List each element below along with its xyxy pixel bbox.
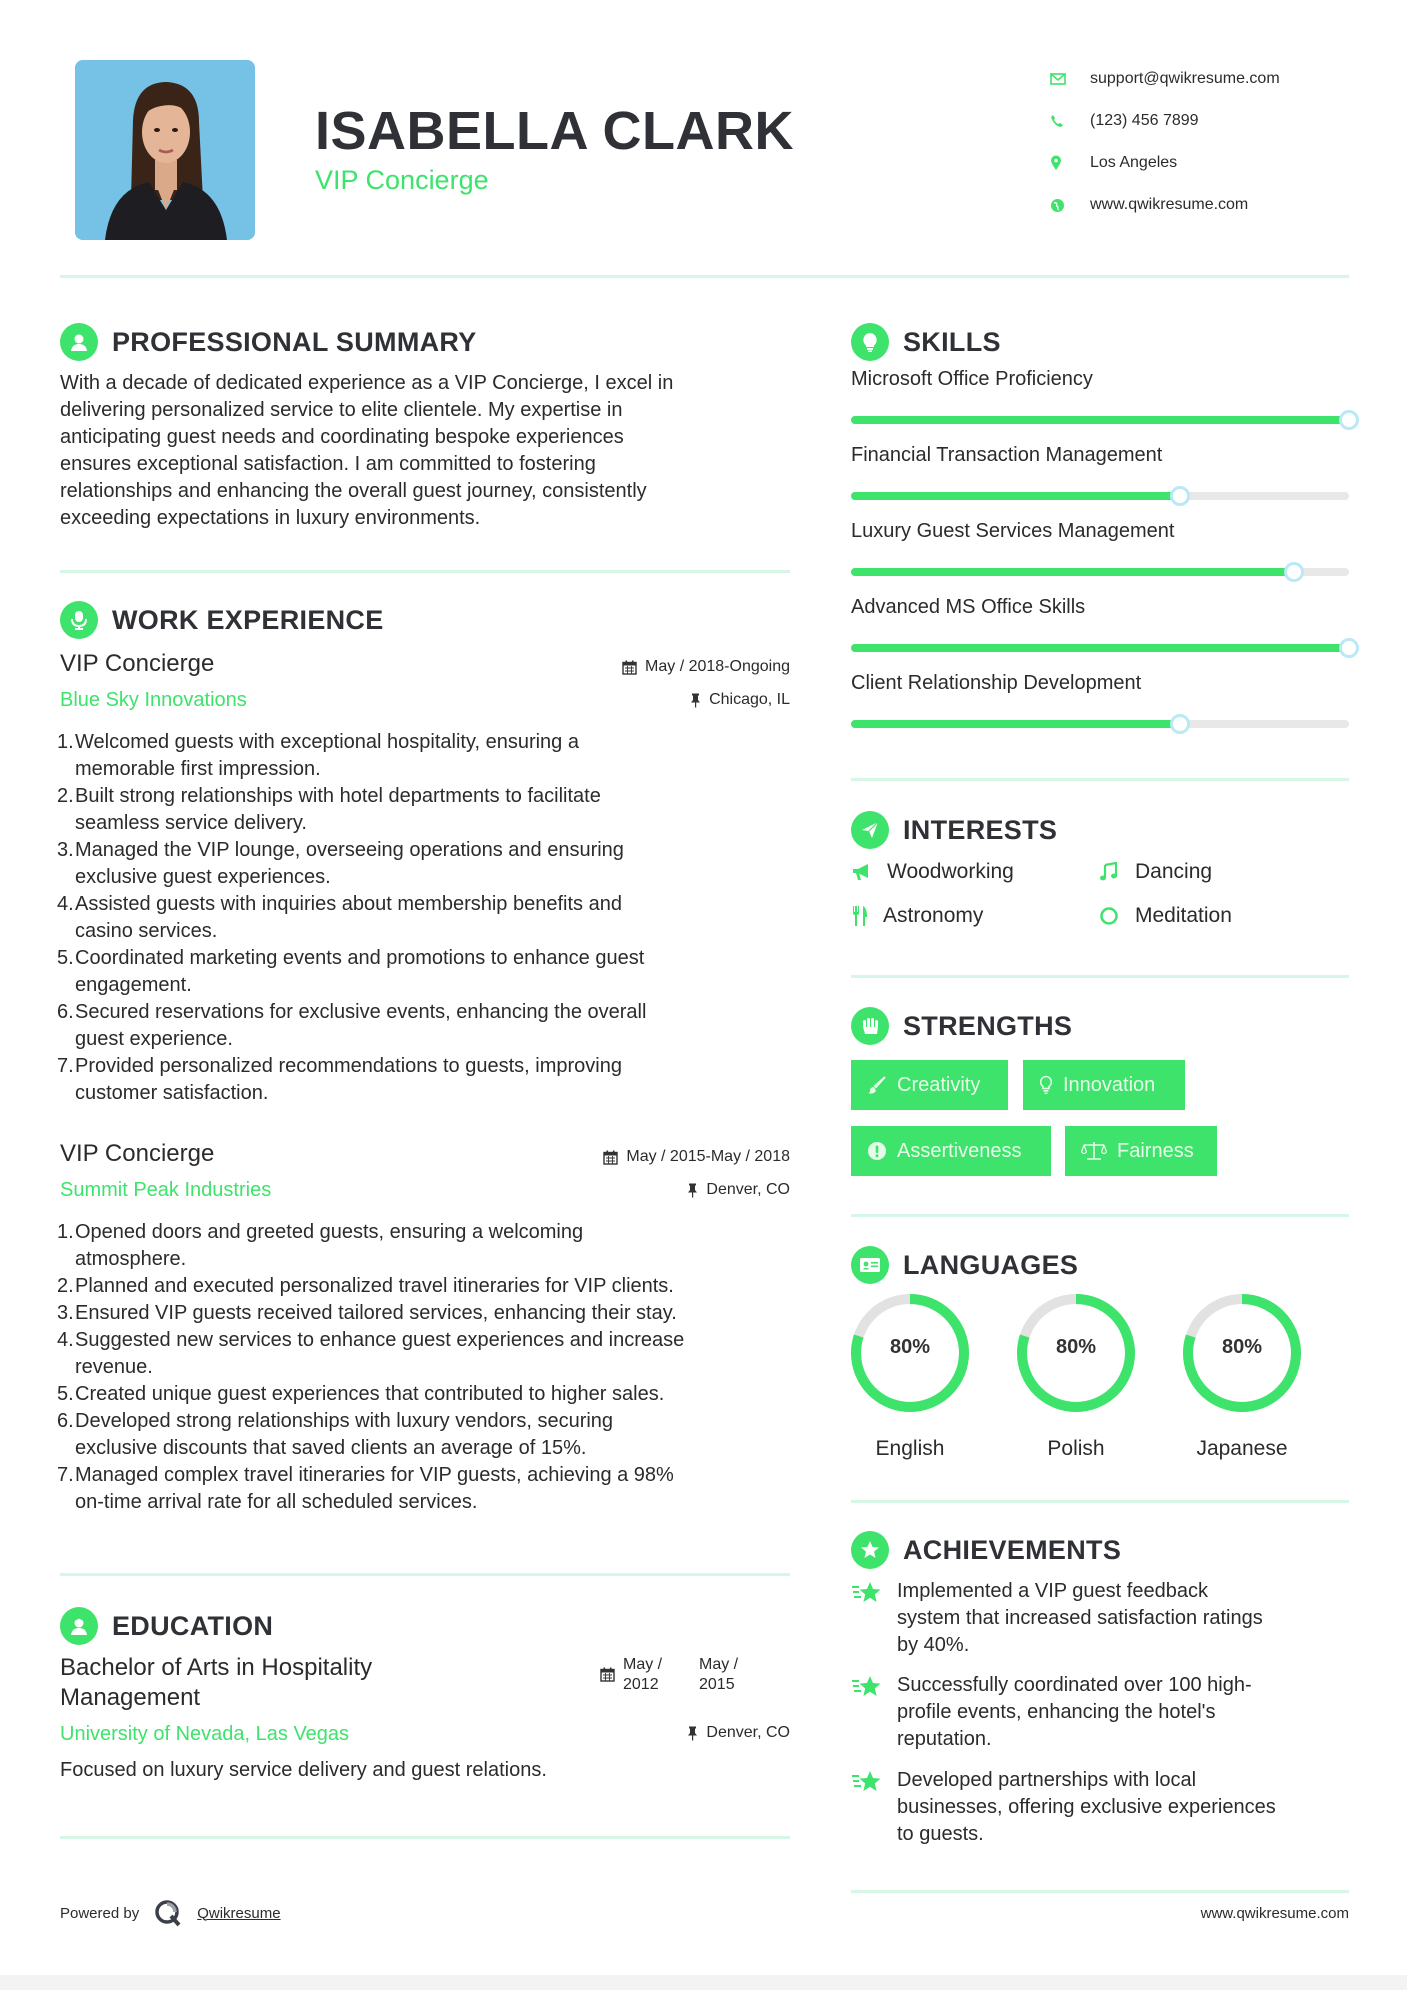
job-location: [690, 691, 790, 709]
list-item: 4. Assisted guests with inquiries about membership benefits and casino services.: [57, 893, 622, 942]
education-location-text: Denver, CO: [706, 1724, 790, 1741]
skill-bar: [851, 644, 1349, 652]
strength-label: Fairness: [1117, 1139, 1194, 1162]
education-divider: [60, 1836, 790, 1839]
education-start: May / 2012: [623, 1656, 663, 1693]
list-item: 6. Developed strong relationships with luxury vendors, securing exclusive discounts that saved clients an average of 15%.: [57, 1410, 614, 1459]
summary-line: exceeding expectations in luxury environments.: [60, 507, 481, 529]
job-title: VIP Concierge: [60, 650, 215, 677]
language-percent: 80%: [1221, 1336, 1263, 1358]
summary-line: ensures exceptional satisfaction. I am committed to fostering: [60, 453, 596, 475]
language-name: Polish: [1047, 1437, 1105, 1460]
pushpin-icon: [690, 693, 701, 708]
job-bullets: [57, 729, 797, 1107]
job-company: Blue Sky Innovations: [60, 689, 247, 711]
job-company: Summit Peak Industries: [60, 1179, 272, 1201]
achievement-item: [851, 1578, 1351, 1659]
skills-heading: [851, 322, 1001, 362]
school-name: University of Nevada, Las Vegas: [60, 1723, 350, 1745]
graduate-icon: [60, 1607, 98, 1645]
interest-item: [1099, 904, 1232, 928]
circle-icon: [1099, 906, 1135, 926]
education-dates: [600, 1655, 747, 1695]
bullhorn-icon: [851, 863, 887, 881]
language-item: [845, 1291, 975, 1461]
pushpin-icon: [687, 1726, 698, 1741]
list-item: 7. Provided personalized recommendations to guests, improving customer satisfaction.: [57, 1055, 622, 1104]
interest-label: Woodworking: [887, 860, 1014, 883]
skill-bar: [851, 568, 1349, 576]
summary-line: delivering personalized service to elite clientele. My expertise in: [60, 399, 623, 421]
language-percent: 80%: [1055, 1336, 1097, 1358]
summary-line: anticipating guest needs and coordinating bespoke experiences: [60, 426, 624, 448]
skill-level-handle: [1284, 562, 1304, 582]
language-name: Japanese: [1196, 1437, 1288, 1460]
envelope-icon: [1050, 73, 1090, 85]
education-heading: [60, 1606, 273, 1646]
exclamation-icon: [867, 1141, 887, 1161]
job-dates: [603, 1148, 790, 1166]
strengths-divider: [851, 1214, 1349, 1217]
contact-block: [1050, 58, 1350, 226]
strengths-heading: [851, 1006, 1072, 1046]
job-location-text: Chicago, IL: [709, 691, 790, 708]
skill-label: Advanced MS Office Skills: [851, 596, 1086, 618]
powered-by-label: Powered by: [60, 1904, 140, 1922]
skill-bar: [851, 416, 1349, 424]
map-pin-icon: [1050, 155, 1090, 171]
list-item: 2. Built strong relationships with hotel departments to facilitate seamless service delivery.: [57, 785, 601, 834]
header-divider: [60, 275, 1349, 278]
calendar-icon: [603, 1150, 618, 1165]
email-text: support@qwikresume.com: [1090, 70, 1280, 87]
summary-title: PROFESSIONAL SUMMARY: [112, 326, 477, 357]
experience-divider: [60, 1573, 790, 1576]
achievements-divider: [851, 1890, 1349, 1893]
achievement-line: businesses, offering exclusive experiences: [897, 1796, 1276, 1818]
star-icon: [851, 1767, 897, 1848]
calendar-icon: [600, 1655, 615, 1695]
languages-heading: [851, 1245, 1078, 1285]
interest-item: [1099, 860, 1212, 884]
education-description: Focused on luxury service delivery and guest relations.: [60, 1759, 547, 1781]
skill-level-handle: [1339, 410, 1359, 430]
skill-level-handle: [1170, 714, 1190, 734]
achievement-line: profile events, enhancing the hotel's: [897, 1701, 1216, 1723]
list-item: 7. Managed complex travel itineraries for VIP guests, achieving a 98% on-time arrival rate for all scheduled services.: [57, 1464, 674, 1513]
skill-bar-fill: [851, 492, 1180, 500]
list-item: 5. Coordinated marketing events and promotions to enhance guest engagement.: [57, 947, 645, 996]
phone-icon: [1050, 114, 1090, 128]
skill-level-handle: [1339, 638, 1359, 658]
phone-text: (123) 456 7899: [1090, 112, 1199, 129]
interests-divider: [851, 975, 1349, 978]
language-item: [1177, 1291, 1307, 1461]
website-text: www.qwikresume.com: [1090, 196, 1249, 213]
skill-bar: [851, 492, 1349, 500]
achievement-item: [851, 1767, 1351, 1848]
user-icon: [60, 323, 98, 361]
summary-divider: [60, 570, 790, 573]
achievement-line: to guests.: [897, 1823, 984, 1845]
cutlery-icon: [851, 905, 883, 927]
brand-link[interactable]: Qwikresume: [197, 1904, 281, 1922]
skill-label: Luxury Guest Services Management: [851, 520, 1175, 542]
summary-line: relationships and enhancing the overall guest journey, consistently: [60, 480, 647, 502]
interest-label: Meditation: [1135, 904, 1232, 927]
job-location: [687, 1181, 790, 1199]
summary-heading: [60, 322, 477, 362]
footer-website[interactable]: www.qwikresume.com: [1200, 1905, 1349, 1922]
contact-email[interactable]: [1050, 58, 1350, 100]
microphone-icon: [60, 601, 98, 639]
language-item: [1011, 1291, 1141, 1461]
experience-title: WORK EXPERIENCE: [112, 604, 384, 635]
music-icon: [1099, 862, 1135, 882]
skill-label: Microsoft Office Proficiency: [851, 368, 1093, 390]
achievement-line: by 40%.: [897, 1634, 970, 1656]
strength-label: Innovation: [1063, 1073, 1156, 1096]
interest-label: Dancing: [1135, 860, 1213, 883]
footer-branding: [60, 1898, 281, 1928]
achievement-line: Developed partnerships with local: [897, 1769, 1197, 1791]
brush-icon: [867, 1075, 887, 1095]
experience-heading: [60, 600, 384, 640]
interest-item: [851, 860, 1014, 884]
qwikresume-logo-icon: [153, 1898, 183, 1928]
summary-text: [60, 370, 800, 532]
lightbulb-icon: [851, 323, 889, 361]
skill-bar: [851, 720, 1349, 728]
achievement-line: Implemented a VIP guest feedback: [897, 1580, 1208, 1602]
education-end: May / 2015: [699, 1656, 739, 1693]
calendar-icon: [622, 660, 637, 675]
lightbulb-icon: [1039, 1075, 1053, 1095]
achievement-line: system that increased satisfaction ratings: [897, 1607, 1263, 1629]
skill-label: Client Relationship Development: [851, 672, 1142, 694]
globe-icon: [1050, 198, 1090, 213]
candidate-role: VIP Concierge: [315, 165, 489, 195]
star-icon: [851, 1578, 897, 1659]
language-percent: 80%: [889, 1336, 931, 1358]
skill-bar-fill: [851, 644, 1349, 652]
scale-icon: [1081, 1141, 1107, 1161]
star-icon: [851, 1672, 897, 1753]
education-title: EDUCATION: [112, 1610, 274, 1641]
job-dates-text: May / 2018-Ongoing: [645, 658, 790, 675]
job-title: VIP Concierge: [60, 1140, 215, 1167]
location-text: Los Angeles: [1090, 154, 1178, 171]
candidate-name: ISABELLA CLARK: [315, 101, 794, 161]
strength-tag: [1065, 1126, 1217, 1176]
languages-title: LANGUAGES: [903, 1249, 1079, 1280]
skill-bar-fill: [851, 720, 1180, 728]
list-item: 3. Managed the VIP lounge, overseeing operations and ensuring exclusive guest experiences.: [57, 839, 624, 888]
contact-website[interactable]: [1050, 184, 1350, 226]
profile-photo: [75, 60, 255, 240]
strengths-title: STRENGTHS: [903, 1010, 1073, 1041]
list-item: 6. Secured reservations for exclusive events, enhancing the overall guest experience.: [57, 1001, 647, 1050]
degree-title: Bachelor of Arts in Hospitality Management: [60, 1654, 373, 1711]
interests-heading: [851, 810, 1057, 850]
strength-label: Creativity: [897, 1073, 981, 1096]
list-item: 2. Planned and executed personalized travel itineraries for VIP clients.: [57, 1275, 674, 1297]
job-dates: [622, 658, 790, 676]
strength-tag: [851, 1060, 1008, 1110]
contact-phone[interactable]: [1050, 100, 1350, 142]
id-card-icon: [851, 1246, 889, 1284]
languages-divider: [851, 1500, 1349, 1503]
list-item: 1. Welcomed guests with exceptional hospitality, ensuring a memorable first impression.: [57, 731, 579, 780]
skill-label: Financial Transaction Management: [851, 444, 1163, 466]
achievement-item: [851, 1672, 1351, 1753]
interest-label: Astronomy: [883, 904, 984, 927]
interests-title: INTERESTS: [903, 814, 1058, 845]
strength-tag: [1023, 1060, 1185, 1110]
achievements-heading: [851, 1530, 1121, 1570]
list-item: 4. Suggested new services to enhance guest experiences and increase revenue.: [57, 1329, 685, 1378]
skill-bar-fill: [851, 416, 1349, 424]
list-item: 3. Ensured VIP guests received tailored services, enhancing their stay.: [57, 1302, 677, 1324]
strength-tag: [851, 1126, 1051, 1176]
achievement-line: reputation.: [897, 1728, 992, 1750]
skills-title: SKILLS: [903, 326, 1001, 357]
list-item: 1. Opened doors and greeted guests, ensuring a welcoming atmosphere.: [57, 1221, 584, 1270]
list-item: 5. Created unique guest experiences that contributed to higher sales.: [57, 1383, 665, 1405]
star-badge-icon: [851, 1531, 889, 1569]
job-location-text: Denver, CO: [706, 1181, 790, 1198]
job-bullets: [57, 1219, 797, 1516]
achievement-line: Successfully coordinated over 100 high-: [897, 1674, 1252, 1696]
interest-item: [851, 904, 983, 928]
paper-plane-icon: [851, 811, 889, 849]
contact-location: [1050, 142, 1350, 184]
skills-divider: [851, 778, 1349, 781]
pushpin-icon: [687, 1183, 698, 1198]
page-bottom-bar: [0, 1975, 1407, 1990]
education-location: [687, 1724, 790, 1742]
job-dates-text: May / 2015-May / 2018: [626, 1148, 790, 1165]
summary-line: With a decade of dedicated experience as a VIP Concierge, I excel in: [60, 372, 674, 394]
achievements-title: ACHIEVEMENTS: [903, 1534, 1122, 1565]
fist-icon: [851, 1007, 889, 1045]
language-name: English: [875, 1437, 945, 1460]
skill-level-handle: [1170, 486, 1190, 506]
strength-label: Assertiveness: [897, 1139, 1022, 1162]
skill-bar-fill: [851, 568, 1294, 576]
